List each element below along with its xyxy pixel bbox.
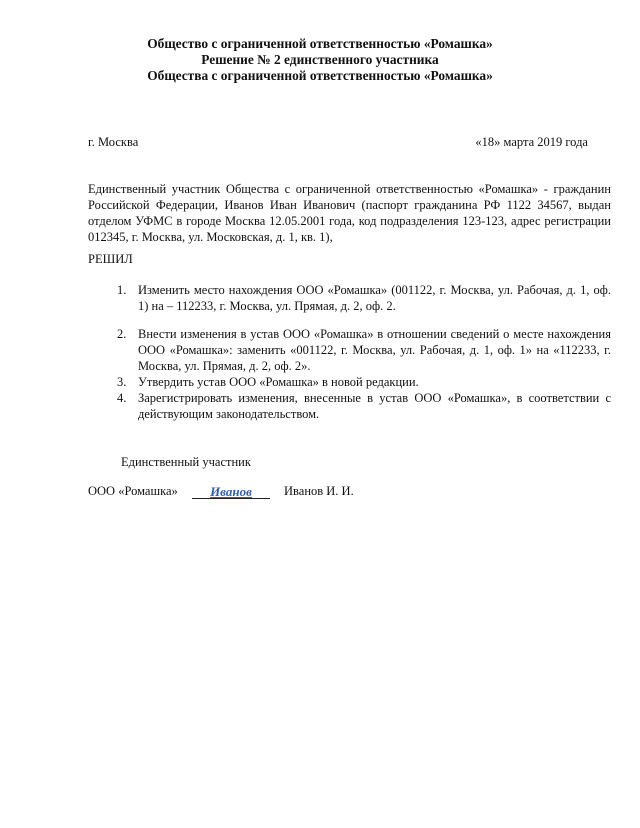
list-item-text: Утвердить устав ООО «Ромашка» в новой редакции. — [138, 375, 419, 389]
list-item-number: 4. — [117, 391, 127, 405]
list-item — [88, 390, 611, 422]
date: «18» марта 2019 года — [475, 135, 588, 149]
list-item-number: 3. — [117, 375, 127, 389]
intro-paragraph: Единственный участник Общества с ограниченной ответственностью «Ромашка» - гражданин Российской Федерации, Иванов Иван Иванович (паспорт гражданина РФ 1122 34567, выдан отделом УФМС в городе Москва 12.05.2001 года, код подразделения 123-123, адрес регистрации 012345, г. Москва, ул. Московская, д. 1, кв. 1), — [88, 182, 611, 244]
list-item-text: Внести изменения в устав ООО «Ромашка» в отношении сведений о месте нахождения ООО «Ромашка»: заменить «001122, г. Москва, ул. Рабочая, д. 1, оф. 1» на «112233, г. Москва, ул. Прямая, д. 2, оф. 2». — [138, 327, 611, 373]
list-item-text: Зарегистрировать изменения, внесенные в устав ООО «Ромашка», в соответствии с действующим законодательством. — [138, 391, 611, 421]
signature-row — [88, 484, 488, 502]
signer-name: Иванов И. И. — [284, 484, 354, 498]
header-decision-title: Решение № 2 единственного участника — [201, 52, 439, 67]
list-item — [88, 374, 611, 390]
header-company-name-genitive: Общества с ограниченной ответственностью «Ромашка» — [147, 68, 493, 83]
list-item — [88, 326, 611, 374]
list-item-number: 2. — [117, 327, 127, 341]
handwritten-signature: Иванов — [210, 484, 252, 499]
signer-title: Единственный участник — [121, 455, 251, 469]
signer-company: ООО «Ромашка» — [88, 484, 178, 498]
decision-list — [88, 282, 611, 422]
list-item-text: Изменить место нахождения ООО «Ромашка» (001122, г. Москва, ул. Рабочая, д. 1, оф. 1) на – 112233, г. Москва, ул. Прямая, д. 2, оф. 2. — [138, 283, 611, 313]
list-item-number: 1. — [117, 283, 127, 297]
place: г. Москва — [88, 135, 139, 149]
place-date-row — [88, 135, 588, 151]
signature-line — [192, 484, 270, 499]
decided-heading: РЕШИЛ — [88, 252, 133, 266]
list-item — [88, 282, 611, 314]
document-header — [0, 36, 640, 84]
header-company-name: Общество с ограниченной ответственностью «Ромашка» — [147, 36, 493, 51]
